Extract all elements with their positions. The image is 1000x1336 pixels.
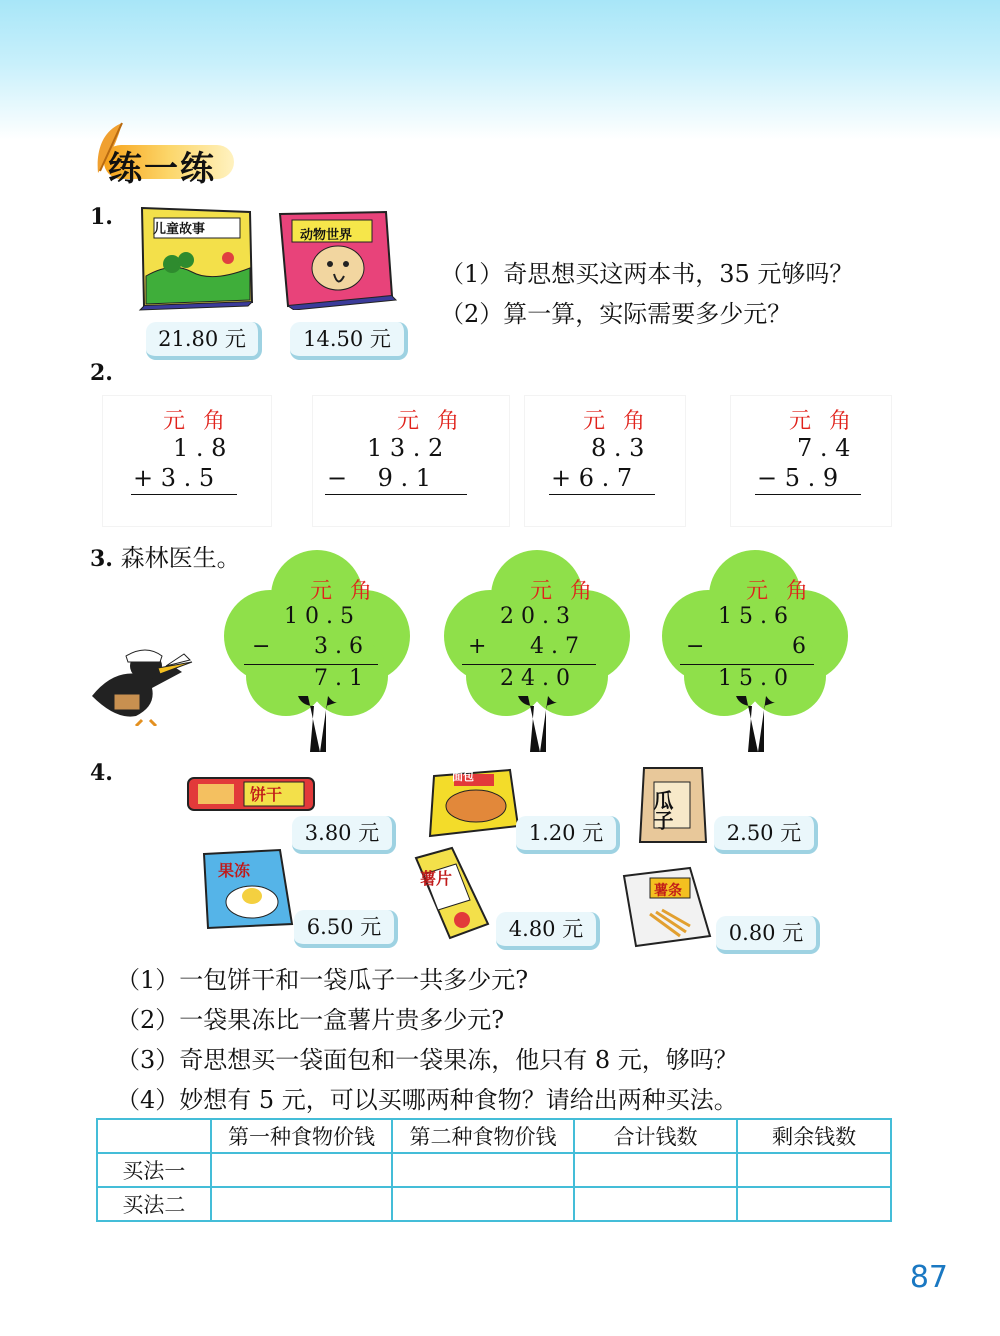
calc-2-line — [325, 494, 467, 495]
calc-1-line — [131, 494, 237, 495]
q4-sub4: （4）妙想有 5 元，可以买哪两种食物？请给出两种买法。 — [116, 1086, 738, 1114]
section-heading — [92, 135, 242, 189]
answer-cell[interactable] — [574, 1153, 738, 1187]
q4-sub2: （2）一袋果冻比一盒薯片贵多少元? — [116, 1006, 505, 1034]
answer-table — [96, 1118, 892, 1222]
calc-3-line — [549, 494, 655, 495]
price-book2: 14.50 元 — [290, 322, 408, 360]
answer-cell[interactable] — [392, 1153, 574, 1187]
tree-1-bottom: 3 . 6 — [314, 634, 363, 659]
tree-3-op: − — [686, 634, 705, 659]
tree-3-result: 1 5 . 0 — [718, 666, 788, 691]
price-biscuit: 3.80 元 — [292, 816, 396, 854]
calc-1 — [102, 395, 272, 527]
calc-4-header: 元角 — [789, 409, 870, 434]
seeds-label: 瓜子 — [650, 790, 674, 830]
tree-3-line — [680, 664, 814, 665]
calc-1-bottom: + 3 . 5 — [133, 464, 215, 492]
calc-3-bottom: + 6 . 7 — [551, 464, 633, 492]
table-row — [97, 1187, 891, 1221]
chips-can-illustration — [410, 846, 490, 942]
q4-sub3: （3）奇思想买一袋面包和一袋果冻，他只有 8 元，够吗？ — [116, 1046, 738, 1074]
tree-2-header: 元角 — [530, 579, 611, 604]
tree-1-result: 7 . 1 — [314, 666, 363, 691]
page-number: 87 — [909, 1260, 948, 1295]
calc-3-top: 8 . 3 — [591, 434, 645, 462]
tree-3-top: 1 5 . 6 — [718, 604, 788, 629]
woodpecker-doctor-illustration — [86, 636, 198, 726]
table-header-cell: 第一种食物价钱 — [211, 1119, 393, 1153]
calc-4-line — [755, 494, 861, 495]
tree-2-top: 2 0 . 3 — [500, 604, 570, 629]
price-seeds: 2.50 元 — [714, 816, 818, 854]
tree-3-bottom: 6 — [792, 634, 806, 659]
calc-4 — [730, 395, 892, 527]
chips-label: 薯片 — [420, 869, 453, 888]
heading-title: 练一练 — [108, 149, 216, 189]
q3-title: 森林医生。 — [120, 544, 241, 572]
calc-1-header: 元角 — [163, 409, 244, 434]
book2-title: 动物世界 — [300, 228, 353, 243]
calc-2-bottom: − 9 . 1 — [327, 464, 432, 492]
q1-number: 1. — [90, 204, 113, 230]
price-jelly: 6.50 元 — [294, 910, 398, 948]
q4-number: 4. — [90, 760, 113, 786]
table-header-cell: 合计钱数 — [574, 1119, 738, 1153]
answer-cell[interactable] — [737, 1153, 891, 1187]
price-bread: 1.20 元 — [516, 816, 620, 854]
calc-4-top: 7 . 4 — [797, 434, 851, 462]
q1-sub1: （1）奇思想买这两本书，35 元够吗？ — [440, 260, 854, 288]
answer-cell[interactable] — [737, 1187, 891, 1221]
q3-number: 3. — [90, 546, 113, 572]
calc-3 — [524, 395, 686, 527]
tree-3-header: 元角 — [746, 579, 827, 604]
price-fries: 0.80 元 — [716, 916, 820, 954]
calc-2-header: 元角 — [397, 409, 478, 434]
table-header-cell — [97, 1119, 211, 1153]
calc-2 — [312, 395, 510, 527]
q3-title-row — [90, 538, 241, 573]
table-header-row — [97, 1119, 891, 1153]
answer-cell[interactable] — [392, 1187, 574, 1221]
bread-label: 面包 — [452, 770, 474, 783]
table-header-cell: 剩余钱数 — [737, 1119, 891, 1153]
tree-2-result: 2 4 . 0 — [500, 666, 570, 691]
table-row — [97, 1153, 891, 1187]
tree-2-line — [462, 664, 596, 665]
q1-sub2: （2）算一算，实际需要多少元？ — [440, 300, 792, 328]
answer-cell[interactable] — [211, 1153, 393, 1187]
tree-1-line — [244, 664, 378, 665]
answer-cell[interactable] — [574, 1187, 738, 1221]
calc-3-header: 元角 — [583, 409, 664, 434]
price-book1: 21.80 元 — [146, 322, 262, 360]
price-chips: 4.80 元 — [496, 912, 600, 950]
row-label: 买法一 — [97, 1153, 211, 1187]
q4-sub1: （1）一包饼干和一袋瓜子一共多少元? — [116, 966, 529, 994]
calc-2-top: 1 3 . 2 — [367, 434, 444, 462]
jelly-label: 果冻 — [218, 861, 251, 880]
answer-cell[interactable] — [211, 1187, 393, 1221]
q2-number: 2. — [90, 360, 113, 386]
table-header-cell: 第二种食物价钱 — [392, 1119, 574, 1153]
calc-1-top: 1 . 8 — [173, 434, 227, 462]
book1-title: 儿童故事 — [153, 222, 206, 237]
tree-1-top: 1 0 . 5 — [284, 604, 354, 629]
tree-2-bottom: 4 . 7 — [530, 634, 579, 659]
biscuit-label: 饼干 — [250, 785, 283, 804]
tree-1-op: − — [252, 634, 271, 659]
calc-4-bottom: − 5 . 9 — [757, 464, 839, 492]
tree-2-op: + — [468, 634, 487, 659]
tree-1-header: 元角 — [310, 579, 391, 604]
row-label: 买法二 — [97, 1187, 211, 1221]
fries-label: 薯条 — [654, 883, 682, 899]
top-gradient-band — [0, 0, 1000, 140]
fries-bag-illustration — [620, 866, 714, 948]
